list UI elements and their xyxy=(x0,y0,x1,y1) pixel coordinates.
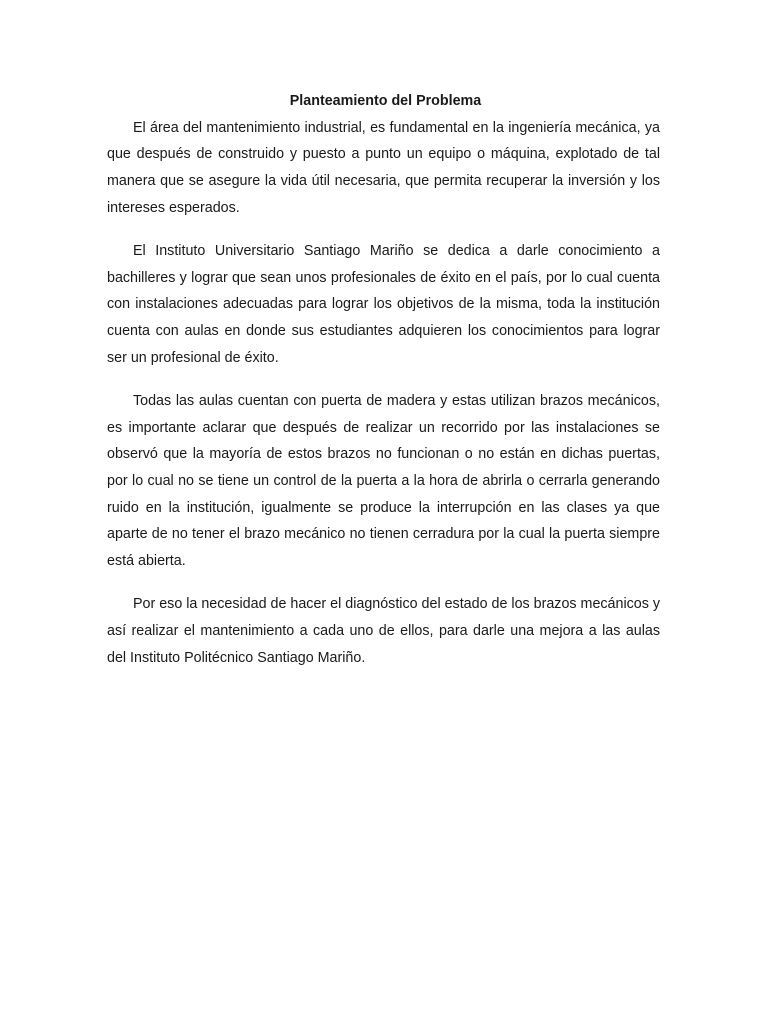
paragraph-3: Todas las aulas cuentan con puerta de madera y estas utilizan brazos mecánicos, es importante aclarar que después de realizar un recorrido por las instalaciones se observó que la mayoría de estos brazos no funcionan o no están en dichas puertas, por lo cual no se tiene un control de la puerta a la hora de abrirla o cerrarla generando ruido en la institución, igualmente se produce la interrupción en las clases ya que aparte de no tener el brazo mecánico no tienen cerradura por la cual la puerta siempre está abierta. xyxy=(107,392,660,570)
paragraph-4: Por eso la necesidad de hacer el diagnóstico del estado de los brazos mecánicos y así realizar el mantenimiento a cada uno de ellos, para darle una mejora a las aulas del Instituto Politécnico Santiago Mariño. xyxy=(107,596,660,666)
paragraph-2: El Instituto Universitario Santiago Mariño se dedica a darle conocimiento a bachilleres y lograr que sean unos profesionales de éxito en el país, por lo cual cuenta con instalaciones adecuadas para lograr los objetivos de la misma, toda la institución cuenta con aulas en donde sus estudiantes adquieren los conocimientos para lograr ser un profesional de éxito. xyxy=(107,242,660,366)
document-title: Planteamiento del Problema xyxy=(289,93,482,109)
paragraph-1: El área del mantenimiento industrial, es fundamental en la ingeniería mecánica, ya que después de construido y puesto a punto un equipo o máquina, explotado de tal manera que se asegure la vida útil necesaria, que permita recuperar la inversión y los intereses esperados. xyxy=(107,119,660,216)
document-body xyxy=(107,88,660,688)
